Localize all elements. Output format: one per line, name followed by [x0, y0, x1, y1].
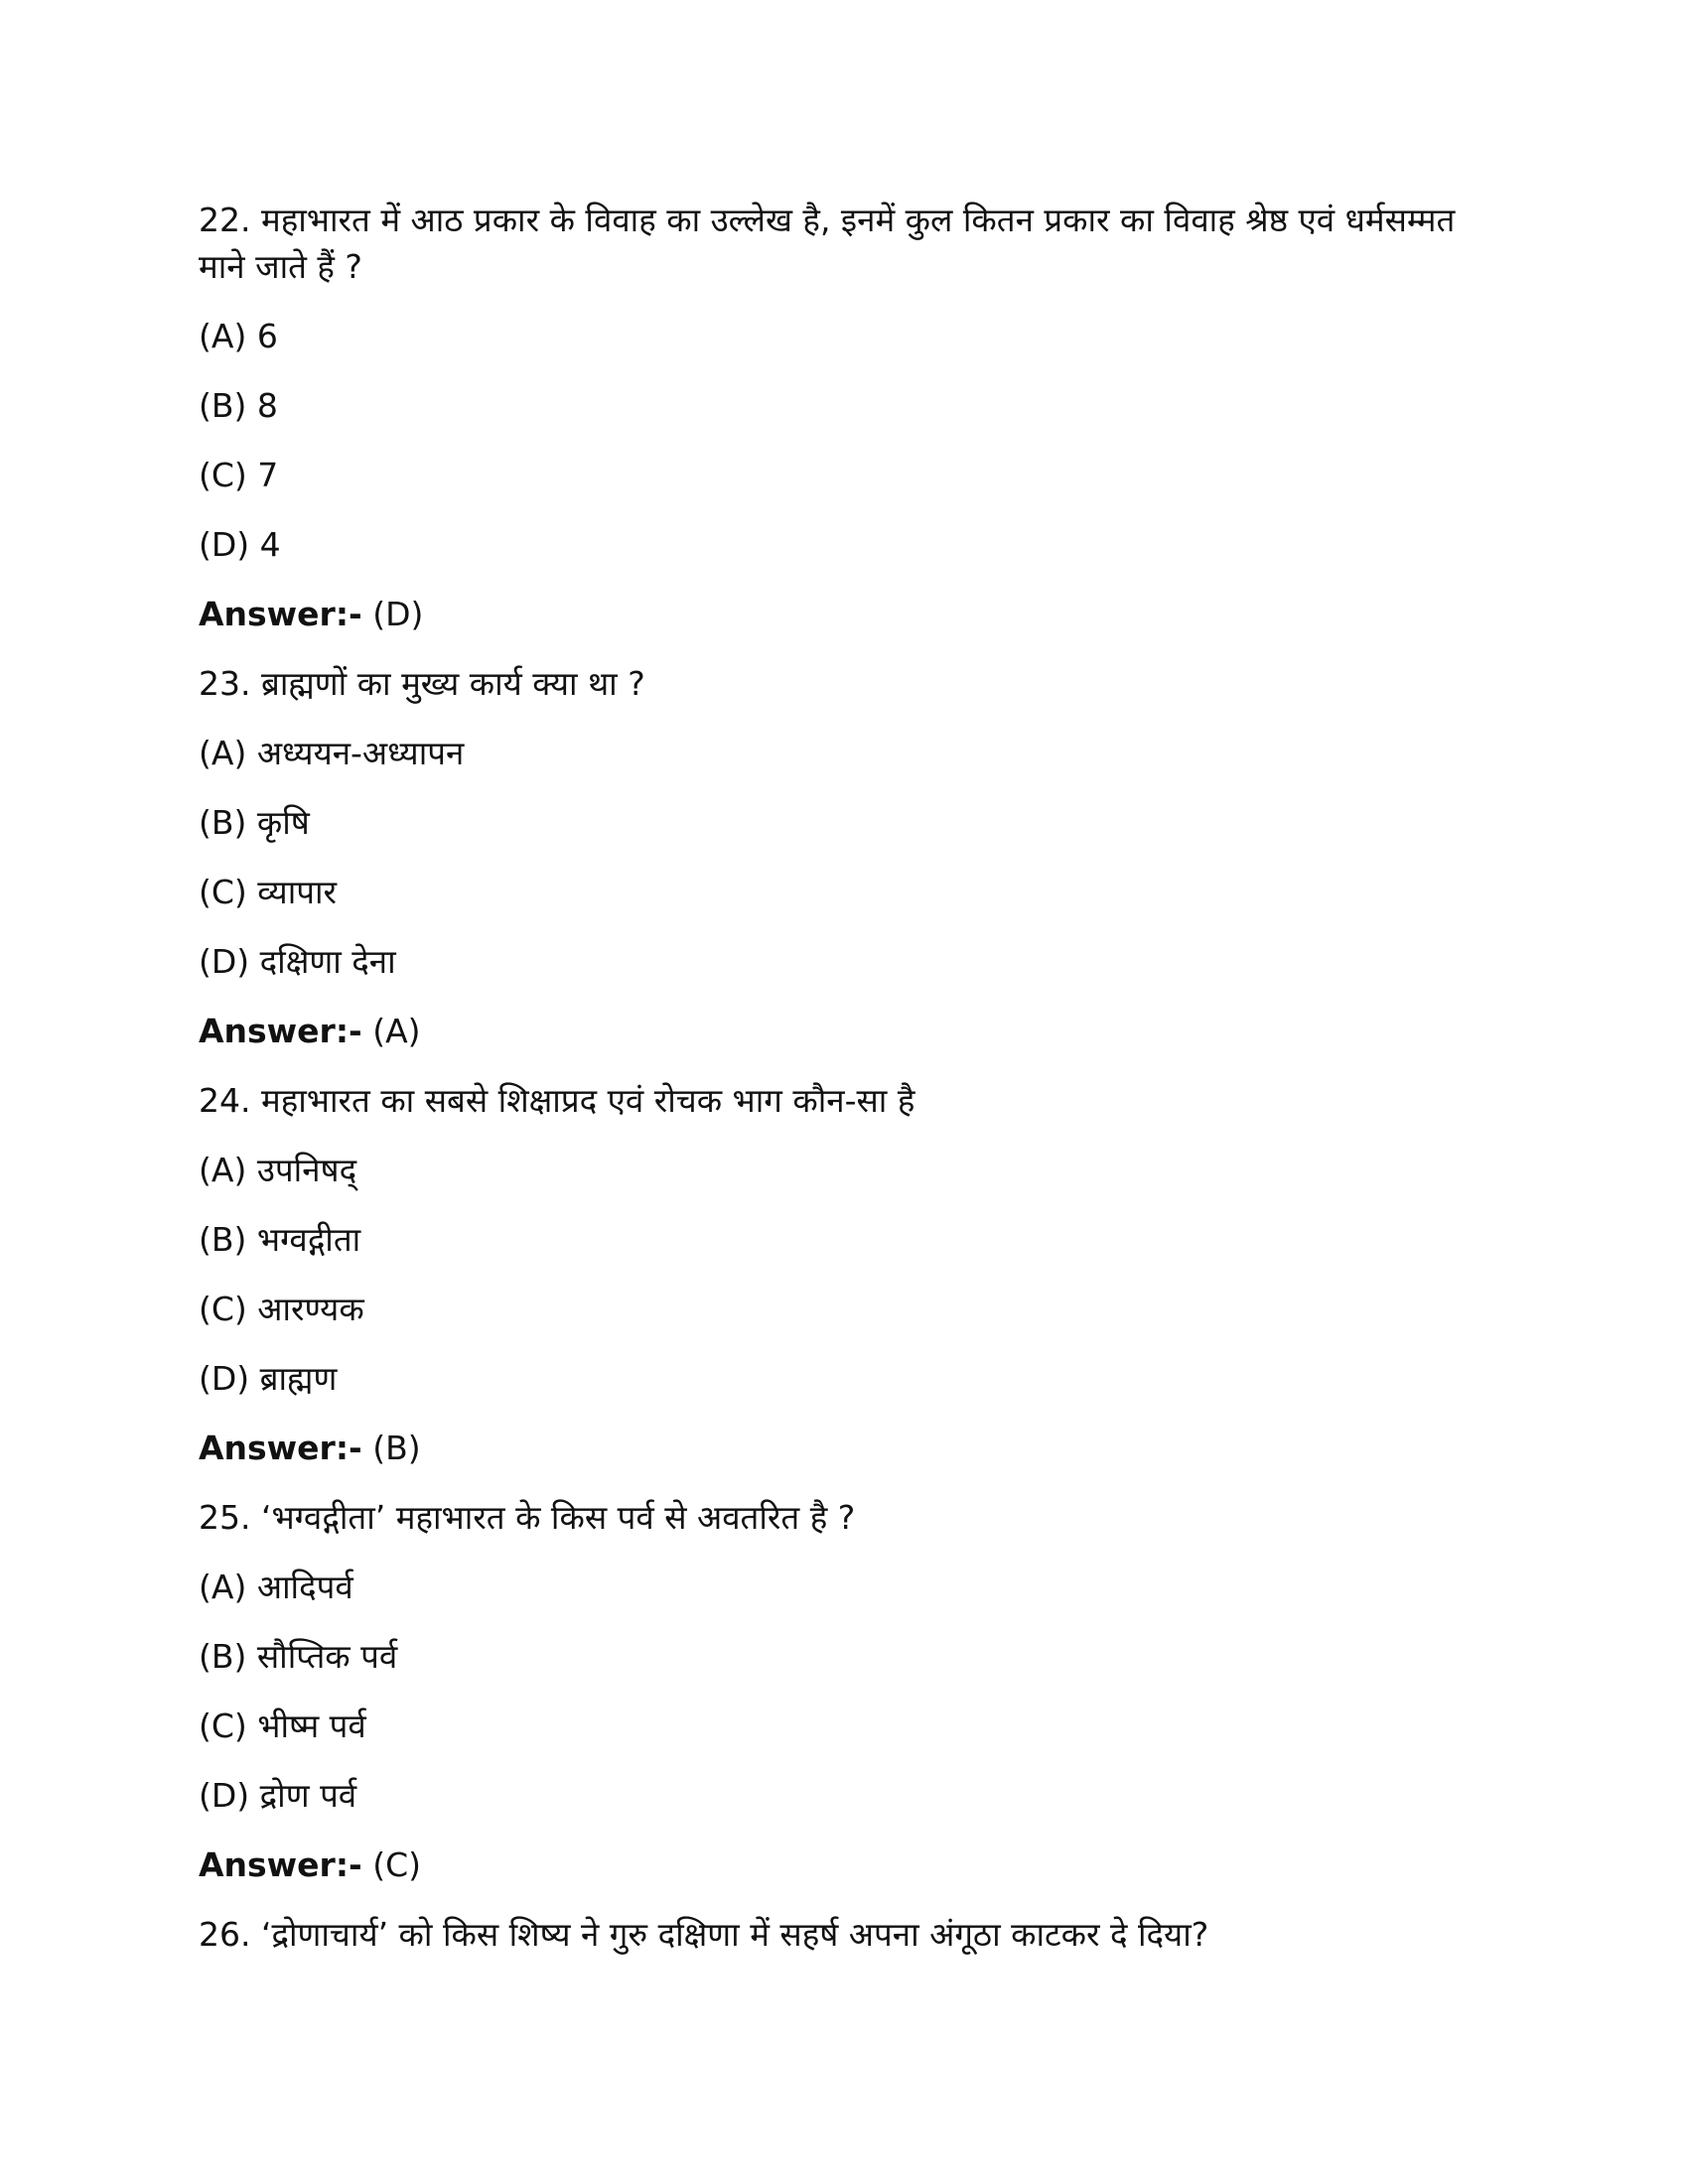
question-25: 25. ‘भग्वद्गीता’ महाभारत के किस पर्व से अवतरित है ?	[199, 1498, 856, 1537]
option-22-c: (C) 7	[199, 456, 279, 494]
answer-value: (C)	[372, 1845, 422, 1884]
answer-label: Answer:-	[199, 1012, 362, 1050]
answer-24	[199, 1425, 1479, 1471]
answer-value: (A)	[372, 1012, 421, 1050]
option-25-b: (B) सौप्तिक पर्व	[199, 1637, 398, 1676]
option-24-b: (B) भग्वद्गीता	[199, 1220, 361, 1259]
answer-value: (D)	[372, 595, 424, 633]
answer-label: Answer:-	[199, 1429, 362, 1467]
question-23: 23. ब्राह्मणों का मुख्य कार्य क्या था ?	[199, 664, 645, 703]
option-23-b: (B) कृषि	[199, 803, 310, 842]
answer-22	[199, 591, 1479, 637]
question-26: 26. ‘द्रोणाचार्य’ को किस शिष्य ने गुरु दक्षिणा में सहर्ष अपना अंगूठा काटकर दे दिया?	[199, 1915, 1209, 1954]
answer-label: Answer:-	[199, 1845, 362, 1884]
option-24-c: (C) आरण्यक	[199, 1290, 364, 1328]
answer-label: Answer:-	[199, 595, 362, 633]
question-24: 24. महाभारत का सबसे शिक्षाप्रद एवं रोचक भाग कौन-सा है	[199, 1081, 915, 1120]
option-24-d: (D) ब्राह्मण	[199, 1359, 338, 1398]
option-22-b: (B) 8	[199, 386, 278, 425]
answer-25	[199, 1842, 1479, 1888]
answer-23	[199, 1008, 1479, 1054]
option-24-a: (A) उपनिषद्	[199, 1151, 357, 1189]
option-23-a: (A) अध्ययन-अध्यापन	[199, 734, 465, 772]
option-23-d: (D) दक्षिणा देना	[199, 942, 396, 981]
option-22-a: (A) 6	[199, 317, 278, 355]
quiz-page	[199, 197, 1479, 1980]
answer-value: (B)	[372, 1429, 421, 1467]
question-22: 22. महाभारत में आठ प्रकार के विवाह का उल्लेख है, इनमें कुल कितन प्रकार का विवाह श्रेष्ठ एवं धर्मसम्मत माने जाते हैं ?	[199, 201, 1456, 286]
option-25-c: (C) भीष्म पर्व	[199, 1706, 366, 1745]
option-23-c: (C) व्यापार	[199, 873, 338, 911]
option-22-d: (D) 4	[199, 525, 281, 564]
option-25-a: (A) आदिपर्व	[199, 1568, 353, 1606]
option-25-d: (D) द्रोण पर्व	[199, 1776, 357, 1815]
